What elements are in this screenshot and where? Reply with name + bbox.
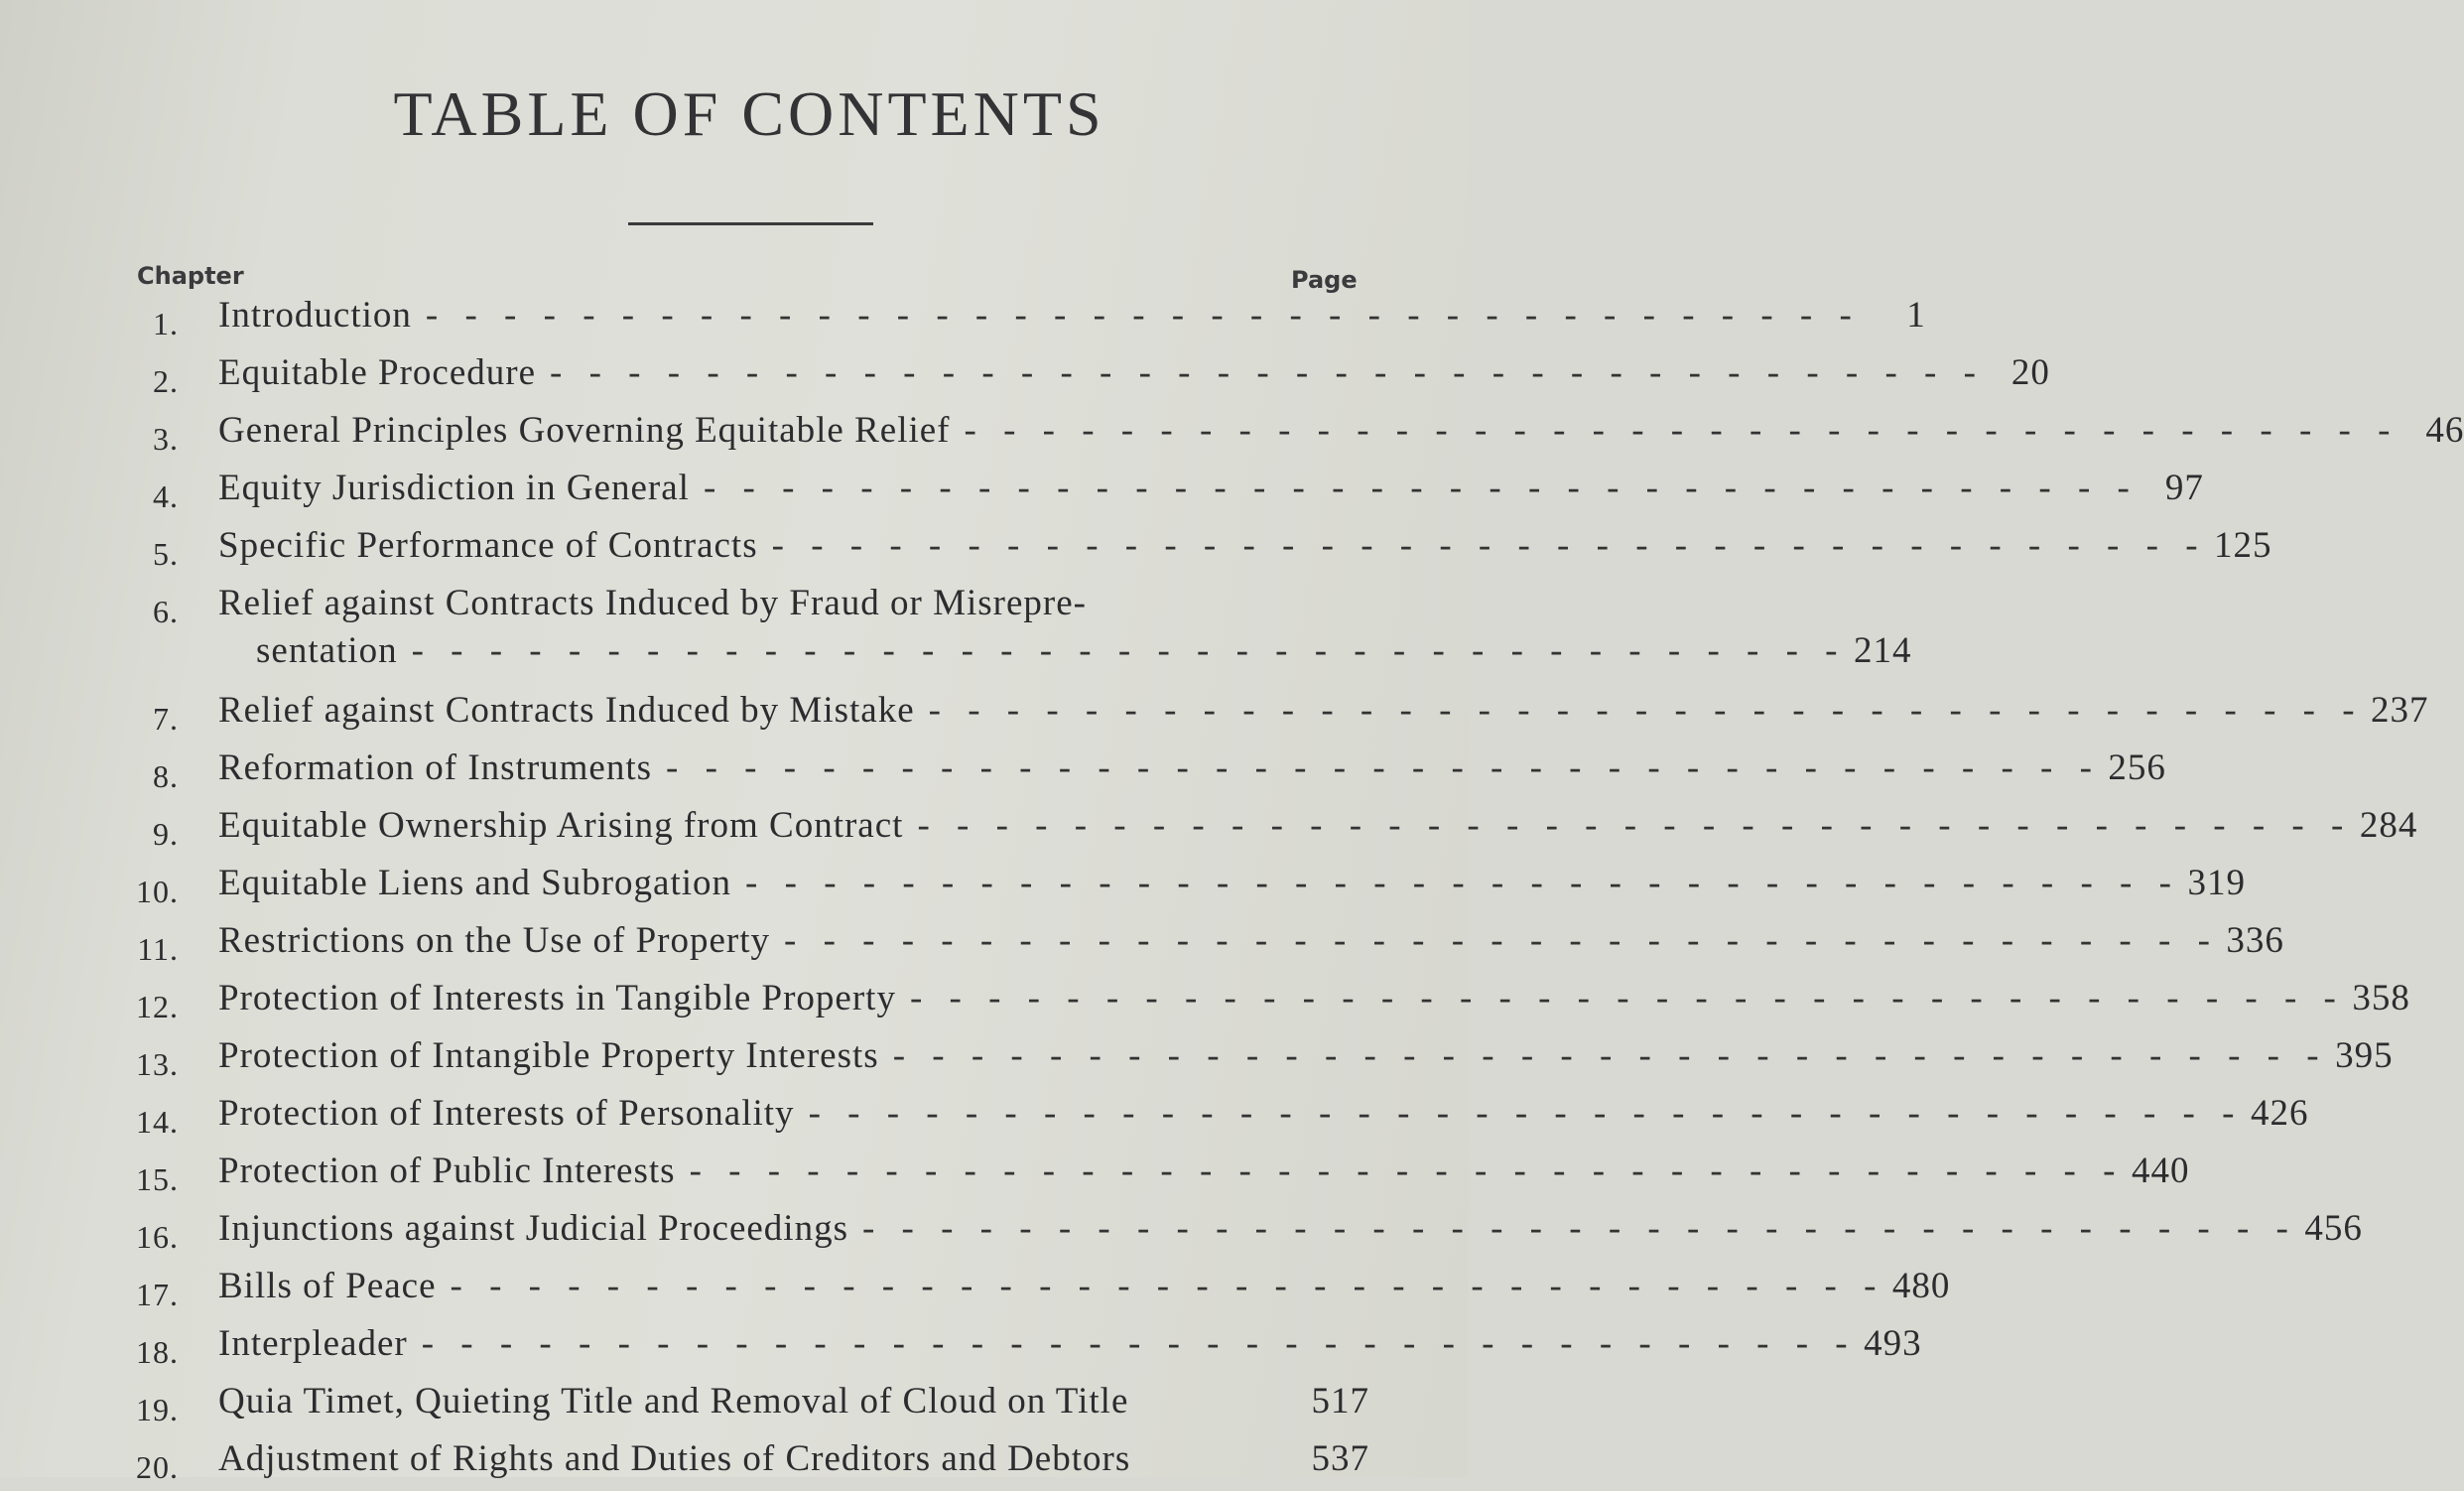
chapter-title: Equitable Ownership Arising from Contract <box>218 805 904 846</box>
page-number: 319 <box>2187 863 2246 903</box>
chapter-number: 16. <box>136 1219 179 1255</box>
page-number: 1 <box>1906 295 1926 336</box>
chapter-number: 13. <box>136 1046 179 1082</box>
page-number: 214 <box>1853 630 1912 671</box>
chapter-number: 8. <box>153 758 179 794</box>
chapter-title: Bills of Peace <box>218 1266 437 1306</box>
page-title: TABLE OF CONTENTS <box>393 78 1105 149</box>
chapter-number: 5. <box>153 536 179 572</box>
dot-leader: - - - - - - - - - - - - - - - - - - - - - - - - - - - - - - - - - - - - - <box>450 1266 1885 1306</box>
toc-entry <box>129 1261 1951 1318</box>
toc-entry <box>129 915 2284 973</box>
chapter-number: 9. <box>153 816 179 852</box>
toc-entry <box>129 1376 1389 1433</box>
page-number: 358 <box>2352 978 2410 1018</box>
toc-entry <box>129 1088 2309 1146</box>
dot-leader: - - - - - - - - - - - - - - - - - - - - - - - - - - - - - - - - - - - - - <box>964 410 2399 451</box>
chapter-title: Protection of Interests in Tangible Property <box>218 978 896 1018</box>
toc-entry <box>129 685 2429 743</box>
toc-entry <box>129 800 2418 858</box>
chapter-number: 3. <box>153 421 179 457</box>
chapter-number: 7. <box>153 701 179 737</box>
dot-leader: - - - - - - - - - - - - - - - - - - - - - - - - - - - - - - - - - - - - - <box>425 295 1861 336</box>
chapter-title: Equitable Procedure <box>218 352 537 393</box>
page-number: 237 <box>2371 690 2429 731</box>
chapter-column-heading: Chapter <box>137 262 244 290</box>
toc-entry <box>129 1318 1922 1376</box>
page-number: 125 <box>2214 525 2272 566</box>
toc-entry <box>129 290 1926 347</box>
toc-entry <box>129 347 2050 405</box>
toc-entry <box>129 1203 2363 1261</box>
page-column-heading: Page <box>1291 266 1358 294</box>
page-number: 20 <box>2010 352 2050 393</box>
chapter-number: 14. <box>136 1104 179 1140</box>
page-number: 493 <box>1864 1323 1922 1364</box>
toc-entry <box>129 520 2272 578</box>
chapter-title: Interpleader <box>218 1323 408 1364</box>
chapter-title: Protection of Public Interests <box>218 1151 676 1191</box>
chapter-title: Equity Jurisdiction in General <box>218 468 690 508</box>
dot-leader: - - - - - - - - - - - - - - - - - - - - - - - - - - - - - - - - - - - - - <box>892 1035 2328 1076</box>
page-number: 284 <box>2359 805 2418 846</box>
toc-entry <box>129 405 2464 463</box>
chapter-number: 4. <box>153 478 179 514</box>
chapter-number: 17. <box>136 1277 179 1312</box>
dot-leader: - - - - - - - - - - - - - - - - - - - - - - - - - - - - - - - - - - - - - <box>928 690 2364 731</box>
chapter-number: 2. <box>153 363 179 399</box>
chapter-title: General Principles Governing Equitable Relief <box>218 410 951 451</box>
dot-leader: - - - - - - - - - - - - - - - - - - - - - - - - - - - - - - - - - - - - - <box>703 468 2139 508</box>
chapter-number: 20. <box>136 1449 179 1485</box>
page-number: 537 <box>1311 1438 1369 1479</box>
dot-leader: - - - - - - - - - - - - - - - - - - - - - - - - - - - - - - - - - - - - - <box>771 525 2207 566</box>
page-number: 46 <box>2425 410 2464 451</box>
page-number: 456 <box>2304 1208 2363 1249</box>
chapter-title: Injunctions against Judicial Proceedings <box>218 1208 848 1249</box>
page-number: 517 <box>1311 1381 1369 1422</box>
toc-entry <box>129 973 2410 1030</box>
chapter-number: 6. <box>153 594 179 629</box>
dot-leader: - - - - - - - - - - - - - - - - - - - - - - - - - - - - - - - - - - - - - <box>808 1093 2244 1134</box>
dot-leader: - - - - - - - - - - - - - - - - - - - - - - - - - - - - - - - - - - - - - <box>666 747 2101 788</box>
chapter-title: Quia Timet, Quieting Title and Removal of Cloud on Title <box>218 1381 1129 1422</box>
chapter-number: 15. <box>136 1161 179 1197</box>
chapter-title: Adjustment of Rights and Duties of Creditors and Debtors <box>218 1438 1131 1479</box>
chapter-number: 11. <box>137 931 179 967</box>
chapter-title: Protection of Interests of Personality <box>218 1093 795 1134</box>
toc-entry <box>129 578 1912 685</box>
chapter-title: Reformation of Instruments <box>218 747 653 788</box>
toc-entry <box>129 1146 2190 1203</box>
dot-leader: - - - - - - - - - - - - - - - - - - - - - - - - - - - - - - - - - - - - - <box>689 1151 2125 1191</box>
chapter-number: 10. <box>136 874 179 909</box>
toc-entry <box>129 743 2166 800</box>
dot-leader: - - - - - - - - - - - - - - - - - - - - - - - - - - - - - - - - - - - - - <box>909 978 2345 1018</box>
toc-entry <box>129 858 2246 915</box>
chapter-number: 1. <box>153 306 179 341</box>
dot-leader: - - - - - - - - - - - - - - - - - - - - - - - - - - - - - - - - - - - - - <box>745 863 2180 903</box>
page-number: 480 <box>1891 1266 1951 1306</box>
page-number: 336 <box>2226 920 2284 961</box>
page-number: 440 <box>2131 1151 2190 1191</box>
chapter-title: Relief against Contracts Induced by Mistake <box>218 690 915 731</box>
dot-leader: - - - - - - - - - - - - - - - - - - - - - - - - - - - - - - - - - - - - - <box>784 920 2219 961</box>
chapter-number: 12. <box>136 989 179 1024</box>
dot-leader: - - - - - - - - - - - - - - - - - - - - - - - - - - - - - - - - - - - - - <box>917 805 2353 846</box>
dot-leader: - - - - - - - - - - - - - - - - - - - - - - - - - - - - - - - - - - - - - <box>550 352 1985 393</box>
chapter-number: 19. <box>136 1392 179 1427</box>
page-number: 395 <box>2335 1035 2394 1076</box>
toc-entry <box>129 463 2204 520</box>
chapter-title: Introduction <box>218 295 412 336</box>
page-number: 256 <box>2108 747 2166 788</box>
dot-leader: - - - - - - - - - - - - - - - - - - - - - - - - - - - - - - - - - - - - - <box>861 1208 2297 1249</box>
toc-entry <box>129 1433 1389 1491</box>
toc-entry <box>129 1030 2394 1088</box>
chapter-title: Equitable Liens and Subrogation <box>218 863 732 903</box>
page-number: 97 <box>2164 468 2204 508</box>
dot-leader: - - - - - - - - - - - - - - - - - - - - - - - - - - - - - - - - - - - - - <box>411 630 1847 671</box>
toc-list <box>129 290 2464 1491</box>
chapter-title: Relief against Contracts Induced by Fraud or Misrepre- <box>218 583 1087 623</box>
page-number: 426 <box>2250 1093 2309 1134</box>
chapter-title: Protection of Intangible Property Interests <box>218 1035 879 1076</box>
chapter-title-continued: sentation <box>256 630 398 671</box>
chapter-title: Restrictions on the Use of Property <box>218 920 770 961</box>
chapter-title: Specific Performance of Contracts <box>218 525 758 566</box>
title-rule <box>628 222 873 225</box>
dot-leader: - - - - - - - - - - - - - - - - - - - - - - - - - - - - - - - - - - - - - <box>421 1323 1857 1364</box>
chapter-number: 18. <box>136 1334 179 1370</box>
